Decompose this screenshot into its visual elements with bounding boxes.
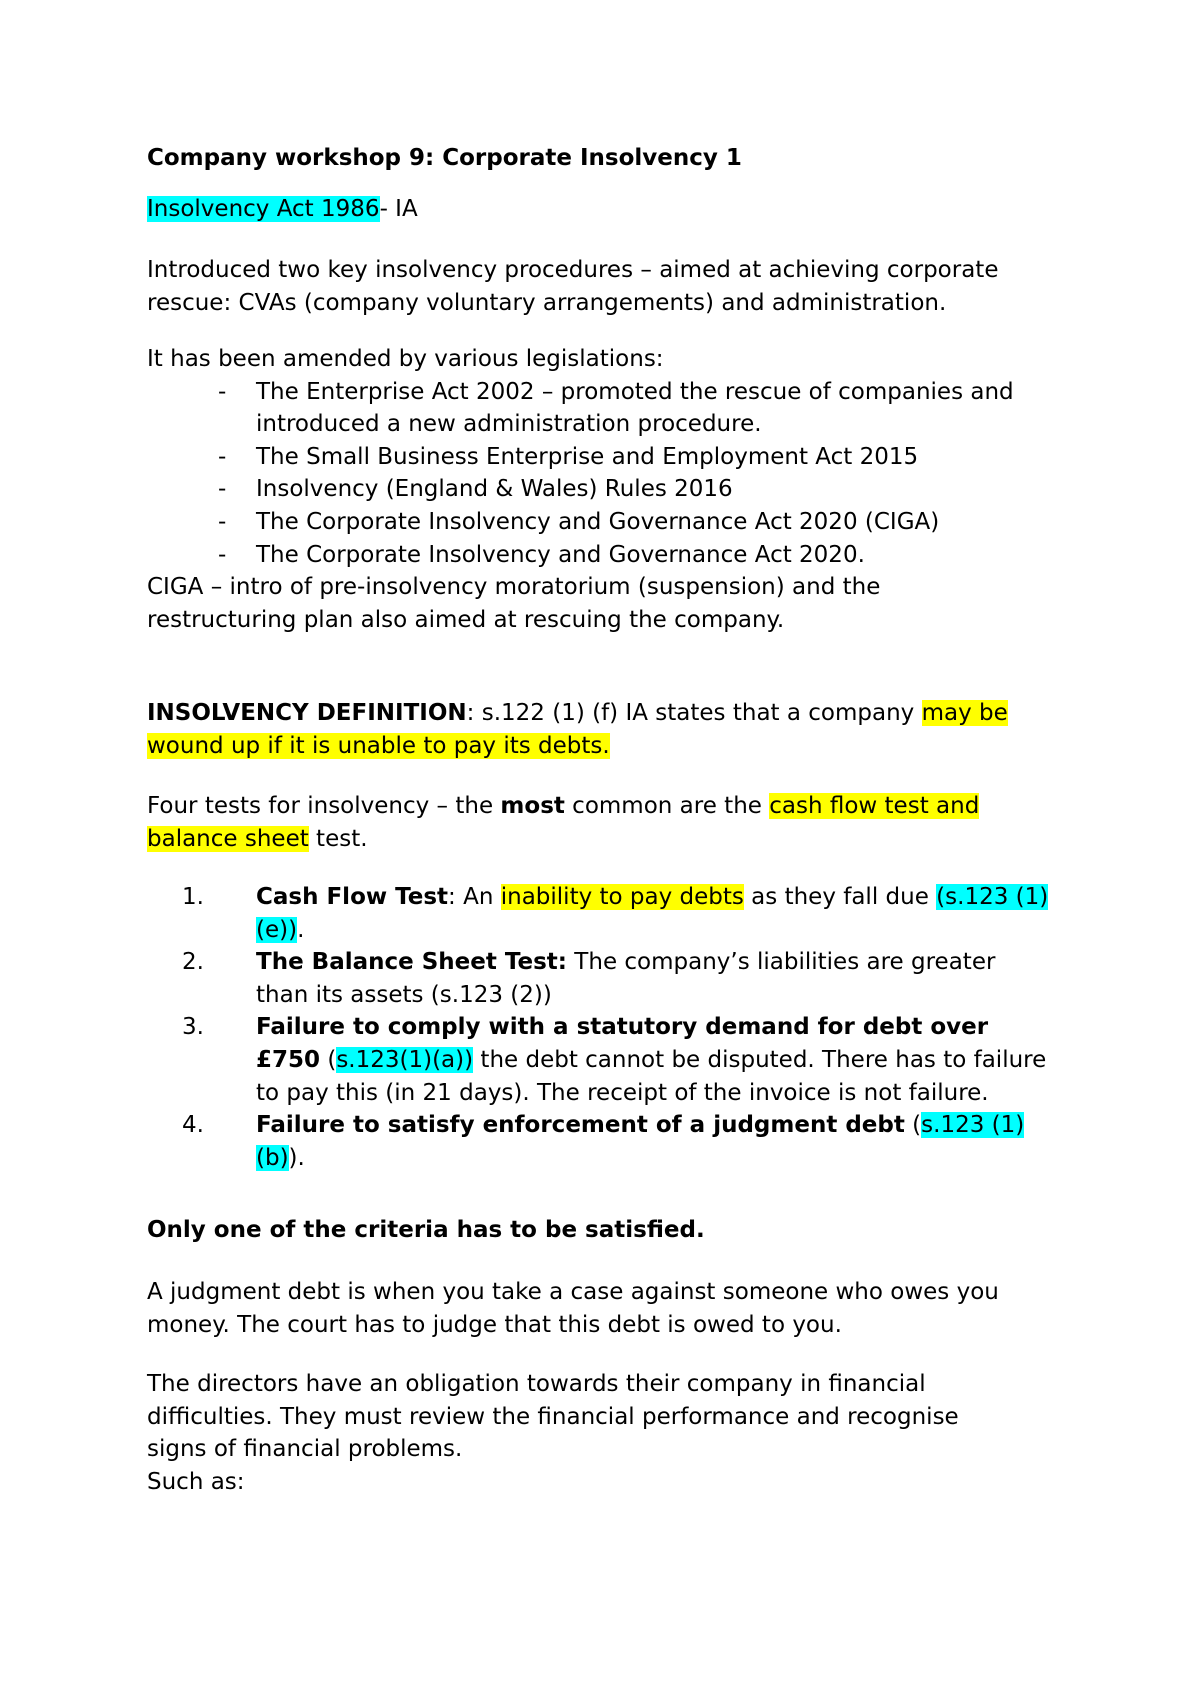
list-number: 4. <box>182 1112 204 1139</box>
test-highlight: inability to pay debts <box>500 884 744 910</box>
tests-list <box>147 881 1048 1174</box>
judgment-line: A judgment debt is when you take a case against someone who owes you <box>147 1279 999 1305</box>
definition-text: : s.122 (1) (f) IA states that a company <box>466 700 922 726</box>
list-number: 1. <box>182 884 204 910</box>
test-name: £750 <box>256 1046 321 1073</box>
list-item <box>147 539 1014 572</box>
list-item-text <box>256 1142 1048 1175</box>
test-name: The Balance Sheet Test: <box>256 949 567 976</box>
directors-line: The directors have an obligation towards their company in financial <box>147 1371 926 1397</box>
test-text: ). <box>288 1144 305 1171</box>
tests-line <box>147 823 979 856</box>
statute-reference: (b) <box>256 1144 289 1171</box>
bullet-dash: - <box>218 378 227 405</box>
tests-line <box>147 790 979 823</box>
statute-reference: (s.123 (1) <box>936 884 1049 910</box>
act-name: Insolvency Act 1986 <box>147 196 380 222</box>
list-item-text <box>256 914 1048 947</box>
bullet-dash: - <box>218 541 227 568</box>
tests-highlight: cash flow test and <box>769 793 980 819</box>
bullet-dash: - <box>218 508 227 535</box>
criteria-note: Only one of the criteria has to be satisfied. <box>147 1217 705 1243</box>
ciga-line: restructuring plan also aimed at rescuing the company. <box>147 606 785 633</box>
definition-line <box>147 730 1008 763</box>
definition-label: INSOLVENCY DEFINITION <box>147 700 467 726</box>
statute-reference: (e)) <box>256 916 298 943</box>
test-text: as they fall due <box>743 884 937 910</box>
list-item <box>147 473 1014 506</box>
list-item <box>147 881 1048 946</box>
list-item <box>147 376 1014 441</box>
definition-highlight: may be <box>921 700 1008 726</box>
list-item-text <box>256 1044 1048 1077</box>
bullet-dash: - <box>218 476 227 503</box>
judgment-paragraph <box>147 1276 999 1341</box>
test-name: Failure to satisfy enforcement of a judgment debt <box>256 1112 905 1139</box>
act-line <box>147 193 418 226</box>
judgment-line: money. The court has to judge that this debt is owed to you. <box>147 1311 842 1338</box>
list-item <box>147 441 1014 474</box>
list-item-text <box>256 881 1048 914</box>
list-item-text: The Enterprise Act 2002 – promoted the rescue of companies and <box>256 378 1014 405</box>
list-item <box>147 946 1048 1011</box>
amendments-heading: It has been amended by various legislations: <box>147 346 664 372</box>
list-item-text <box>256 946 1048 979</box>
test-name: Failure to comply with a statutory demand for debt over <box>256 1014 989 1041</box>
list-item-text <box>256 1109 1048 1142</box>
directors-line: signs of financial problems. <box>147 1436 463 1463</box>
test-text: ( <box>904 1112 922 1139</box>
test-text: the debt cannot be disputed. There has to failure <box>473 1046 1047 1073</box>
amendments-section <box>147 343 1014 636</box>
list-item <box>147 1109 1048 1174</box>
list-number: 2. <box>182 949 204 976</box>
tests-emphasis: most <box>500 793 565 819</box>
list-item <box>147 1011 1048 1109</box>
list-item-text: to pay this (in 21 days). The receipt of the invoice is not failure. <box>256 1079 989 1106</box>
directors-paragraph <box>147 1368 959 1498</box>
bullet-dash: - <box>218 443 227 470</box>
list-item-text: The Corporate Insolvency and Governance Act 2020. <box>256 541 865 568</box>
statute-reference: s.123(1)(a)) <box>336 1046 474 1073</box>
intro-line: rescue: CVAs (company voluntary arrangements) and administration. <box>147 289 947 316</box>
tests-text: test. <box>308 825 368 852</box>
list-item-text: Insolvency (England & Wales) Rules 2016 <box>256 476 733 503</box>
ciga-line: CIGA – intro of pre-insolvency moratorium (suspension) and the <box>147 574 881 601</box>
intro-line: Introduced two key insolvency procedures – aimed at achieving corporate <box>147 257 999 283</box>
list-item-text: than its assets (s.123 (2)) <box>256 981 552 1008</box>
list-item <box>147 506 1014 539</box>
test-text: The company’s liabilities are greater <box>567 949 996 976</box>
tests-highlight: balance sheet <box>147 825 309 852</box>
intro-paragraph <box>147 254 998 319</box>
test-text: ( <box>320 1046 337 1073</box>
tests-text: common are the <box>564 793 770 819</box>
list-item-text: introduced a new administration procedure. <box>256 411 762 438</box>
list-item-text: The Small Business Enterprise and Employment Act 2015 <box>256 443 919 470</box>
list-item-text: The Corporate Insolvency and Governance Act 2020 (CIGA) <box>256 508 940 535</box>
definition-line <box>147 697 1008 730</box>
test-name: Cash Flow Test <box>256 884 449 910</box>
definition-paragraph <box>147 697 1008 762</box>
statute-reference: s.123 (1) <box>921 1112 1025 1139</box>
test-text: : An <box>448 884 501 910</box>
directors-line: Such as: <box>147 1468 245 1495</box>
tests-intro <box>147 790 979 855</box>
definition-highlight: wound up if it is unable to pay its debts. <box>147 732 610 759</box>
document-title: Company workshop 9: Corporate Insolvency 1 <box>147 145 742 171</box>
test-text: . <box>297 916 305 943</box>
directors-line: difficulties. They must review the financial performance and recognise <box>147 1403 959 1430</box>
amendments-list <box>147 376 1014 572</box>
act-suffix: - IA <box>379 196 418 222</box>
list-number: 3. <box>182 1014 204 1041</box>
tests-text: Four tests for insolvency – the <box>147 793 501 819</box>
